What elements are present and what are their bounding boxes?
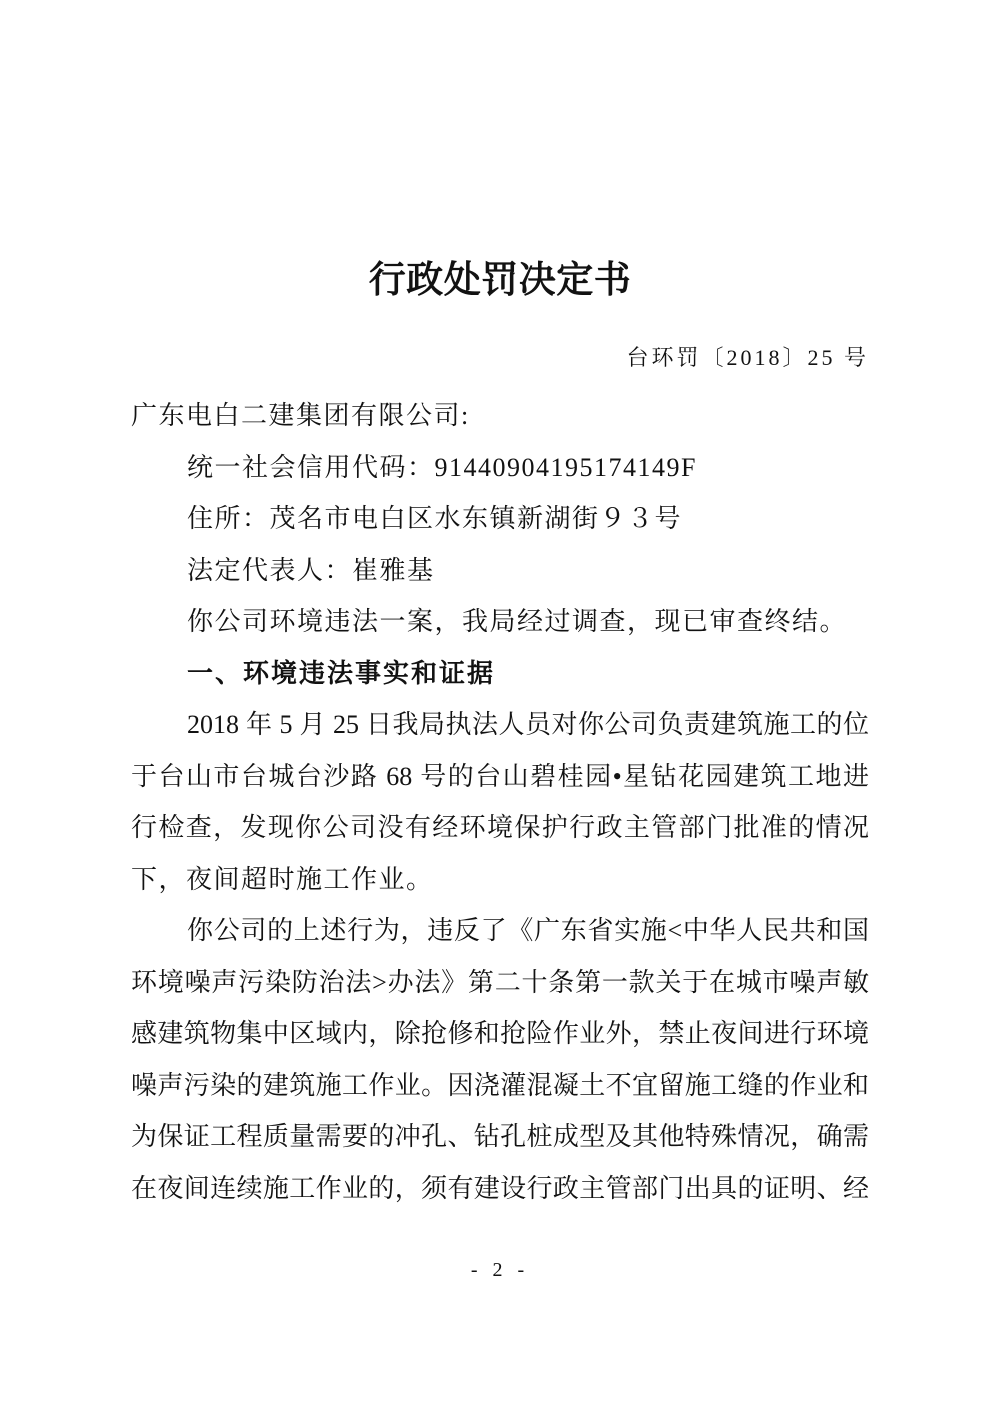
paragraph2-line: 噪声污染的建筑施工作业。因浇灌混凝土不宜留施工缝的作业和 (131, 1070, 869, 1100)
paragraph1-line: 于台山市台城台沙路 68 号的台山碧桂园•星钻花园建筑工地进 (131, 761, 869, 791)
section-heading: 一、环境违法事实和证据 (187, 657, 496, 688)
page-number: - 2 - (470, 1259, 530, 1281)
paragraph2-line: 你公司的上述行为，违反了《广东省实施<中华人民共和国 (187, 916, 869, 945)
paragraph2-line: 为保证工程质量需要的冲孔、钻孔桩成型及其他特殊情况，确需 (131, 1122, 869, 1151)
document-title: 行政处罚决定书 (368, 260, 632, 301)
address-line: 住所：茂名市电白区水东镇新湖街９３号 (187, 504, 683, 533)
document-content (131, 0, 869, 1284)
document-body (131, 390, 869, 1214)
case-intro-line: 你公司环境违法一案，我局经过调查，现已审查终结。 (187, 607, 848, 636)
paragraph1-line: 2018 年 5 月 25 日我局执法人员对你公司负责建筑施工的位 (187, 710, 869, 739)
paragraph2-line: 环境噪声污染防治法>办法》第二十条第一款关于在城市噪声敏 (131, 967, 869, 997)
paragraph1-line: 行检查，发现你公司没有经环境保护行政主管部门批准的情况 (131, 813, 869, 842)
recipient-name-line: 广东电白二建集团有限公司: (131, 401, 470, 430)
legal-representative-line: 法定代表人：崔雅基 (187, 555, 435, 585)
paragraph1-line: 下，夜间超时施工作业。 (131, 864, 434, 894)
credit-code-line: 统一社会信用代码：91440904195174149F (187, 452, 697, 482)
paragraph2-line: 感建筑物集中区域内，除抢修和抢险作业外，禁止夜间进行环境 (131, 1019, 869, 1048)
paragraph2-line: 在夜间连续施工作业的，须有建设行政主管部门出具的证明、经 (131, 1173, 869, 1203)
document-number: 台环罚〔2018〕25 号 (626, 345, 869, 370)
